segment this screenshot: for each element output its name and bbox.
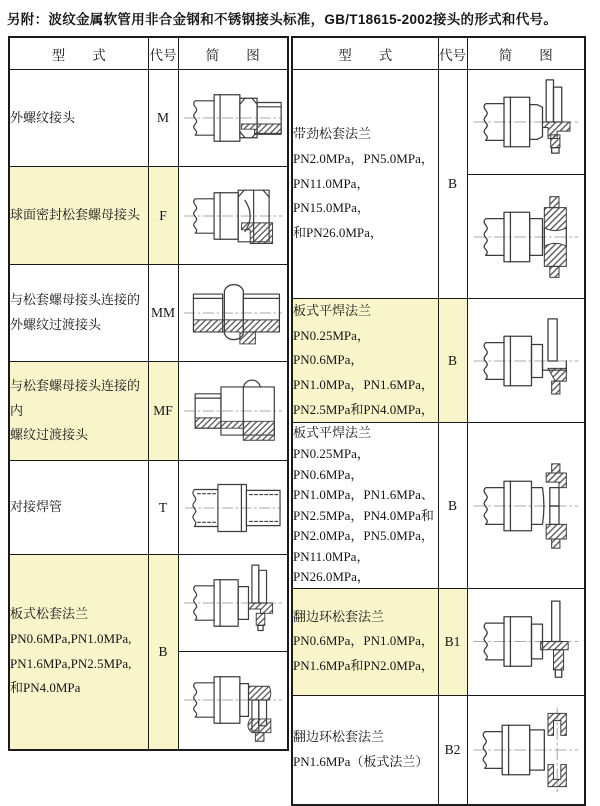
column-header-type: 型 式 [9, 37, 148, 70]
fitting-tables [0, 36, 600, 806]
column-header-code: 代号 [148, 37, 178, 70]
diagram-cell [178, 265, 288, 362]
table-row [292, 695, 585, 805]
fitting-type: 与松套螺母接头连接的内 螺纹过渡接头 [9, 362, 148, 461]
table-row [292, 299, 585, 423]
fitting-code: B [438, 423, 467, 588]
fitting-type: 板式平焊法兰 PN0.25MPa，PN0.6MPa， PN1.0MPa，PN1.6MPa、 PN2.5MPa，PN4.0MPa和 PN2.0MPa，PN5.0MPa， PN11.0MPa，PN26.0MPa， [292, 423, 438, 588]
table-row [292, 70, 585, 175]
diagram-cell [178, 652, 288, 750]
fitting-type: 翻边环松套法兰 PN1.6MPa（板式法兰） [292, 695, 438, 805]
diagram-cell [467, 588, 585, 695]
page-title: 另附：波纹金属软管用非合金钢和不锈钢接头标准，GB/T18615-2002接头的形式和代号。 [7, 12, 558, 27]
diagram-cell [178, 555, 288, 652]
table-header-row [292, 37, 585, 70]
external-thread-adapter-diagram [181, 270, 285, 356]
fitting-code: MF [148, 362, 178, 461]
plate-loose-flange-a-diagram [181, 560, 285, 646]
diagram-cell [467, 175, 585, 299]
plate-weld-flange-a-diagram [471, 313, 581, 409]
fitting-type: 翻边环松套法兰 PN0.6MPa，PN1.0MPa， PN1.6MPa和PN2.0MPa， [292, 588, 438, 695]
table-row [9, 265, 288, 362]
column-header-type: 型 式 [292, 37, 438, 70]
sphere-seal-loose-nut-fitting-diagram [181, 173, 285, 259]
table-header-row [9, 37, 288, 70]
column-header-diagram: 简 图 [467, 37, 585, 70]
table-row [9, 167, 288, 265]
plate-loose-flange-b-diagram [181, 657, 285, 743]
fitting-type: 与松套螺母接头连接的 外螺纹过渡接头 [9, 265, 148, 362]
necked-loose-flange-b-diagram [471, 188, 581, 286]
table-row [9, 70, 288, 167]
fitting-code: MM [148, 265, 178, 362]
fitting-type: 外螺纹接头 [9, 70, 148, 167]
diagram-cell [178, 362, 288, 461]
internal-thread-adapter-diagram [181, 368, 285, 454]
column-header-code: 代号 [438, 37, 467, 70]
diagram-cell [178, 70, 288, 167]
fitting-code: T [148, 461, 178, 555]
fitting-code: B [148, 555, 178, 750]
table-row [9, 362, 288, 461]
diagram-cell [178, 461, 288, 555]
external-thread-fitting-diagram [181, 75, 285, 161]
fitting-type: 球面密封松套螺母接头 [9, 167, 148, 265]
fitting-table-right [291, 36, 586, 806]
plate-weld-flange-b-diagram [471, 457, 581, 555]
fitting-table-left [8, 36, 289, 751]
table-row [9, 461, 288, 555]
diagram-cell [467, 299, 585, 423]
fitting-code: F [148, 167, 178, 265]
table-row [9, 555, 288, 652]
fitting-type: 板式平焊法兰 PN0.25MPa，PN0.6MPa， PN1.0MPa，PN1.6MPa， PN2.5MPa和PN4.0MPa， [292, 299, 438, 423]
fitting-code: B [438, 299, 467, 423]
fitting-type: 对接焊管 [9, 461, 148, 555]
fitting-code: B [438, 70, 467, 299]
fitting-code: B2 [438, 695, 467, 805]
diagram-cell [467, 423, 585, 588]
flanged-ring-loose-flange-diagram [471, 594, 581, 689]
diagram-cell [178, 167, 288, 265]
butt-weld-pipe-diagram [181, 466, 285, 550]
flanged-ring-plate-flange-diagram [471, 702, 581, 798]
fitting-code: M [148, 70, 178, 167]
table-row [292, 588, 585, 695]
diagram-cell [467, 70, 585, 175]
table-row [292, 423, 585, 588]
necked-loose-flange-a-diagram [471, 75, 581, 169]
fitting-type: 板式松套法兰 PN0.6MPa,PN1.0MPa, PN1.6MPa,PN2.5MPa, 和PN4.0MPa [9, 555, 148, 750]
diagram-cell [467, 695, 585, 805]
fitting-type: 带劲松套法兰 PN2.0MPa，PN5.0MPa， PN11.0MPa，PN15.0MPa， 和PN26.0MPa， [292, 70, 438, 299]
column-header-diagram: 简 图 [178, 37, 288, 70]
fitting-code: B1 [438, 588, 467, 695]
